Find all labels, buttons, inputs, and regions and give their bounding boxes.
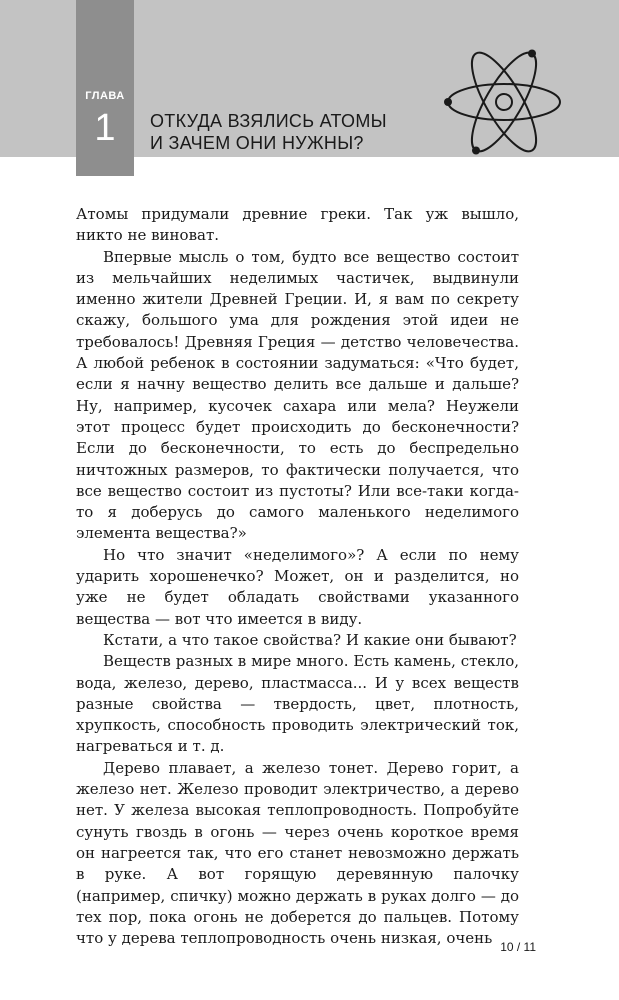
paragraph: Но что значит «неделимого»? А если по нему ударить хорошенечко? Может, он и разделится, но уже не будет обладать свойствами указанного вещества — вот что имеется в виду.: [76, 545, 519, 628]
paragraph: Дерево плавает, а железо тонет. Дерево горит, а железо нет. Железо проводит электричество, а дерево нет. У железа высокая теплопроводность. Попробуйте сунуть гвоздь в огонь — через очень короткое время он нагреется так, что его станет невозможно держать в руке. А вот горящую деревянную палочку (например, спичку) можно держать в руках долго — до тех пор, пока огонь не доберется до пальцев. Потому что у дерева теплопроводность очень низкая, очень: [76, 758, 519, 948]
paragraph: Впервые мысль о том, будто все вещество состоит из мельчайших неделимых частичек, выдвинули именно жители Древней Греции. И, я вам по секрету скажу, большого ума для рождения этой идеи не требовалось! Древняя Греция — детство человечества. А любой ребенок в состоянии задуматься: «Что будет, если я начну вещество делить все дальше и дальше? Ну, например, кусочек сахара или мела? Неужели этот процесс будет происходить до бесконечности? Если до бесконечности, то есть до беспредельно ничтожных размеров, то фактически получается, что все вещество состоит из пустоты? Или все-таки когда-то я доберусь до самого маленького неделимого элемента вещества?»: [76, 247, 519, 543]
chapter-number-box: [76, 0, 134, 176]
page-number: 10 / 11: [500, 940, 536, 954]
chapter-title: [150, 110, 387, 154]
paragraph: Атомы придумали древние греки. Так уж вышло, никто не виноват.: [76, 205, 519, 245]
paragraph: Веществ разных в мире много. Есть камень, стекло, вода, железо, дерево, пластмасса... И у всех веществ разные свойства — твердость, цвет, плотность, хрупкость, способность проводить электрический ток, нагреваться и т. д.: [76, 652, 519, 756]
atom-icon: [442, 40, 566, 164]
paragraph: Кстати, а что такое свойства? И какие они бывают?: [103, 630, 517, 649]
chapter-title-line-1: ОТКУДА ВЗЯЛИСЬ АТОМЫ: [150, 111, 387, 131]
chapter-title-line-2: И ЗАЧЕМ ОНИ НУЖНЫ?: [150, 133, 364, 153]
chapter-number: 1: [94, 107, 116, 149]
body-text: [76, 204, 519, 949]
chapter-label: ГЛАВА: [85, 90, 125, 102]
